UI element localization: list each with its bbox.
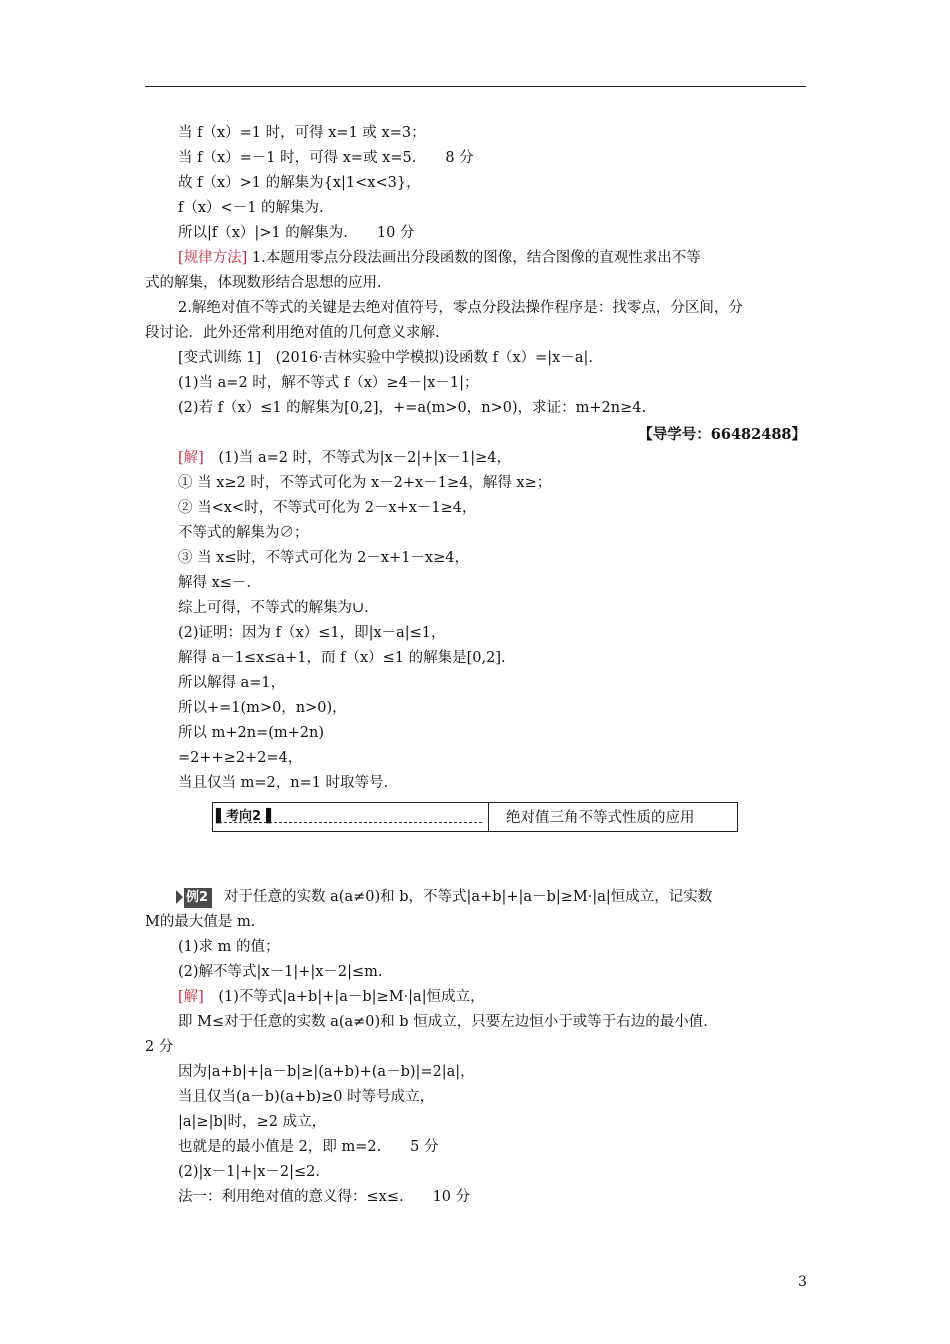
solution-line [178,773,388,793]
example-solution-line-text: (2)|x－1|+|x－2|≤2. [178,1164,321,1180]
solution-line [178,448,511,468]
variant-line-text: (1)当 a=2 时，解不等式 f（x）≥4－|x－1|； [178,375,479,391]
example-solution-line [178,1112,326,1132]
method-line-text: 1.本题用零点分段法画出分段函数的图像，结合图像的直观性求出不等 [247,250,701,266]
solution-line [178,673,285,693]
text-line-text: 故 f（x）>1 的解集为{x|1<x<3}， [178,175,421,191]
guide-number: 【导学号：66482488】 [638,426,806,443]
topic-tag-text: 考向2 [226,809,262,824]
solution-line-text: 所以解得 a=1， [178,675,286,691]
solution-line-text: 当且仅当 m=2，n=1 时取等号. [178,775,389,791]
topic-tag-area [213,803,488,831]
solution-line-text: 解得 x≤－. [178,575,252,591]
page-number: 3 [798,1274,807,1290]
example-first-line: 对于任意的实数 a(a≠0)和 b，不等式|a+b|+|a－b|≥M·|a|恒成立，记实数 [224,889,713,905]
solution-line [178,648,506,668]
variant-line-text: (2)若 f（x）≤1 的解集为[0,2]，+=a(m>0，n>0)，求证：m+2n≥4. [178,400,647,416]
variant-line [178,348,593,368]
solution-line [178,698,347,718]
text-line [178,173,421,193]
example-line [145,912,255,932]
header-rule [145,86,806,87]
solution-line-tag: [解] [178,450,204,466]
example-line [178,962,383,982]
example-badge: 例2 [184,888,212,908]
example-solution-line [178,1187,470,1207]
method-line [145,323,440,343]
topic-title: 绝对值三角不等式性质的应用 [506,810,695,826]
text-line [178,223,414,243]
example-solution-line [145,1037,173,1057]
solution-line [178,723,324,743]
example-line-text: M的最大值是 m. [145,914,256,930]
example-solution-line [178,1162,320,1182]
example-solution-line-text: (1)不等式|a+b|+|a－b|≥M·|a|恒成立， [203,989,485,1005]
example-solution-line-text: 2 分 [145,1039,174,1055]
example-solution-line-text: 因为|a+b|+|a－b|≥|(a+b)+(a－b)|=2|a|， [178,1064,475,1080]
solution-line-text: ② 当<x<时，不等式可化为 2－x+x－1≥4， [178,500,477,516]
solution-line [178,598,369,618]
solution-line-text: 解得 a－1≤x≤a+1，而 f（x）≤1 的解集是[0,2]. [178,650,506,666]
example-solution-line-tag: [解] [178,989,204,1005]
solution-line-text: 综上可得，不等式的解集为∪. [178,600,369,616]
method-line-tag: [规律方法] [178,250,248,266]
topic-dashed-line [219,822,482,823]
method-line [178,248,701,268]
example-arrow-icon [176,890,183,904]
example-solution-line [178,1012,708,1032]
example-solution-line-text: |a|≥|b|时，≥2 成立， [178,1114,327,1130]
solution-line-text: 所以 m+2n=(m+2n) [178,725,324,741]
example-solution-line-text: 也就是的最小值是 2，即 m=2. 5 分 [178,1139,439,1155]
text-line-text: f（x）<－1 的解集为. [178,200,324,216]
topic-tag: ▌考向2▐ [216,809,272,824]
example-solution-line [178,1087,434,1107]
example-solution-line [178,1137,439,1157]
method-line [145,273,382,293]
text-line [178,148,474,168]
example-line-text: (1)求 m 的值； [178,939,280,955]
text-line-text: 当 f（x）=1 时，可得 x=1 或 x=3； [178,125,426,141]
solution-line [178,748,302,768]
example-line-text: (2)解不等式|x－1|+|x－2|≤m. [178,964,383,980]
solution-line [178,498,477,518]
text-line-text: 当 f（x）=－1 时，可得 x=或 x=5. 8 分 [178,150,474,166]
solution-line [178,573,251,593]
method-line [178,298,743,318]
solution-line [178,473,551,493]
text-line-text: 所以|f（x）|>1 的解集为. 10 分 [178,225,415,241]
method-line-text: 2.解绝对值不等式的关键是去绝对值符号，零点分段法操作程序是：找零点，分区间，分 [178,300,743,316]
solution-line-text: =2++≥2+2=4， [178,750,303,766]
solution-line-text: 所以+=1(m>0，n>0)， [178,700,347,716]
method-line-text: 式的解集，体现数形结合思想的应用. [145,275,382,291]
text-line [178,198,324,218]
example-solution-line [178,987,485,1007]
text-line [178,123,426,143]
solution-line-text: ① 当 x≥2 时，不等式可化为 x－2+x－1≥4，解得 x≥； [178,475,552,491]
solution-line-text: (2)证明：因为 f（x）≤1，即|x－a|≤1， [178,625,446,641]
example-heading [176,887,712,908]
method-line-text: 段讨论．此外还常利用绝对值的几何意义求解. [145,325,440,341]
example-line [178,937,280,957]
solution-line-text: ③ 当 x≤时，不等式可化为 2－x+1－x≥4， [178,550,469,566]
variant-line [178,398,646,418]
solution-line-text: (1)当 a=2 时，不等式为|x－2|+|x－1|≥4， [203,450,511,466]
example-solution-line-text: 当且仅当(a－b)(a+b)≥0 时等号成立， [178,1089,435,1105]
example-solution-line-text: 即 M≤对于任意的实数 a(a≠0)和 b 恒成立，只要左边恒小于或等于右边的最小值. [178,1014,708,1030]
example-solution-line-text: 法一：利用绝对值的意义得：≤x≤. 10 分 [178,1189,471,1205]
solution-line [178,523,309,543]
solution-line-text: 不等式的解集为∅； [178,525,309,541]
variant-line-text: [变式训练 1] (2016·吉林实验中学模拟)设函数 f（x）=|x－a|. [178,350,593,366]
topic-banner [212,802,738,832]
variant-line [178,373,478,393]
solution-line [178,623,446,643]
topic-divider [488,803,489,831]
solution-line [178,548,469,568]
example-solution-line [178,1062,475,1082]
